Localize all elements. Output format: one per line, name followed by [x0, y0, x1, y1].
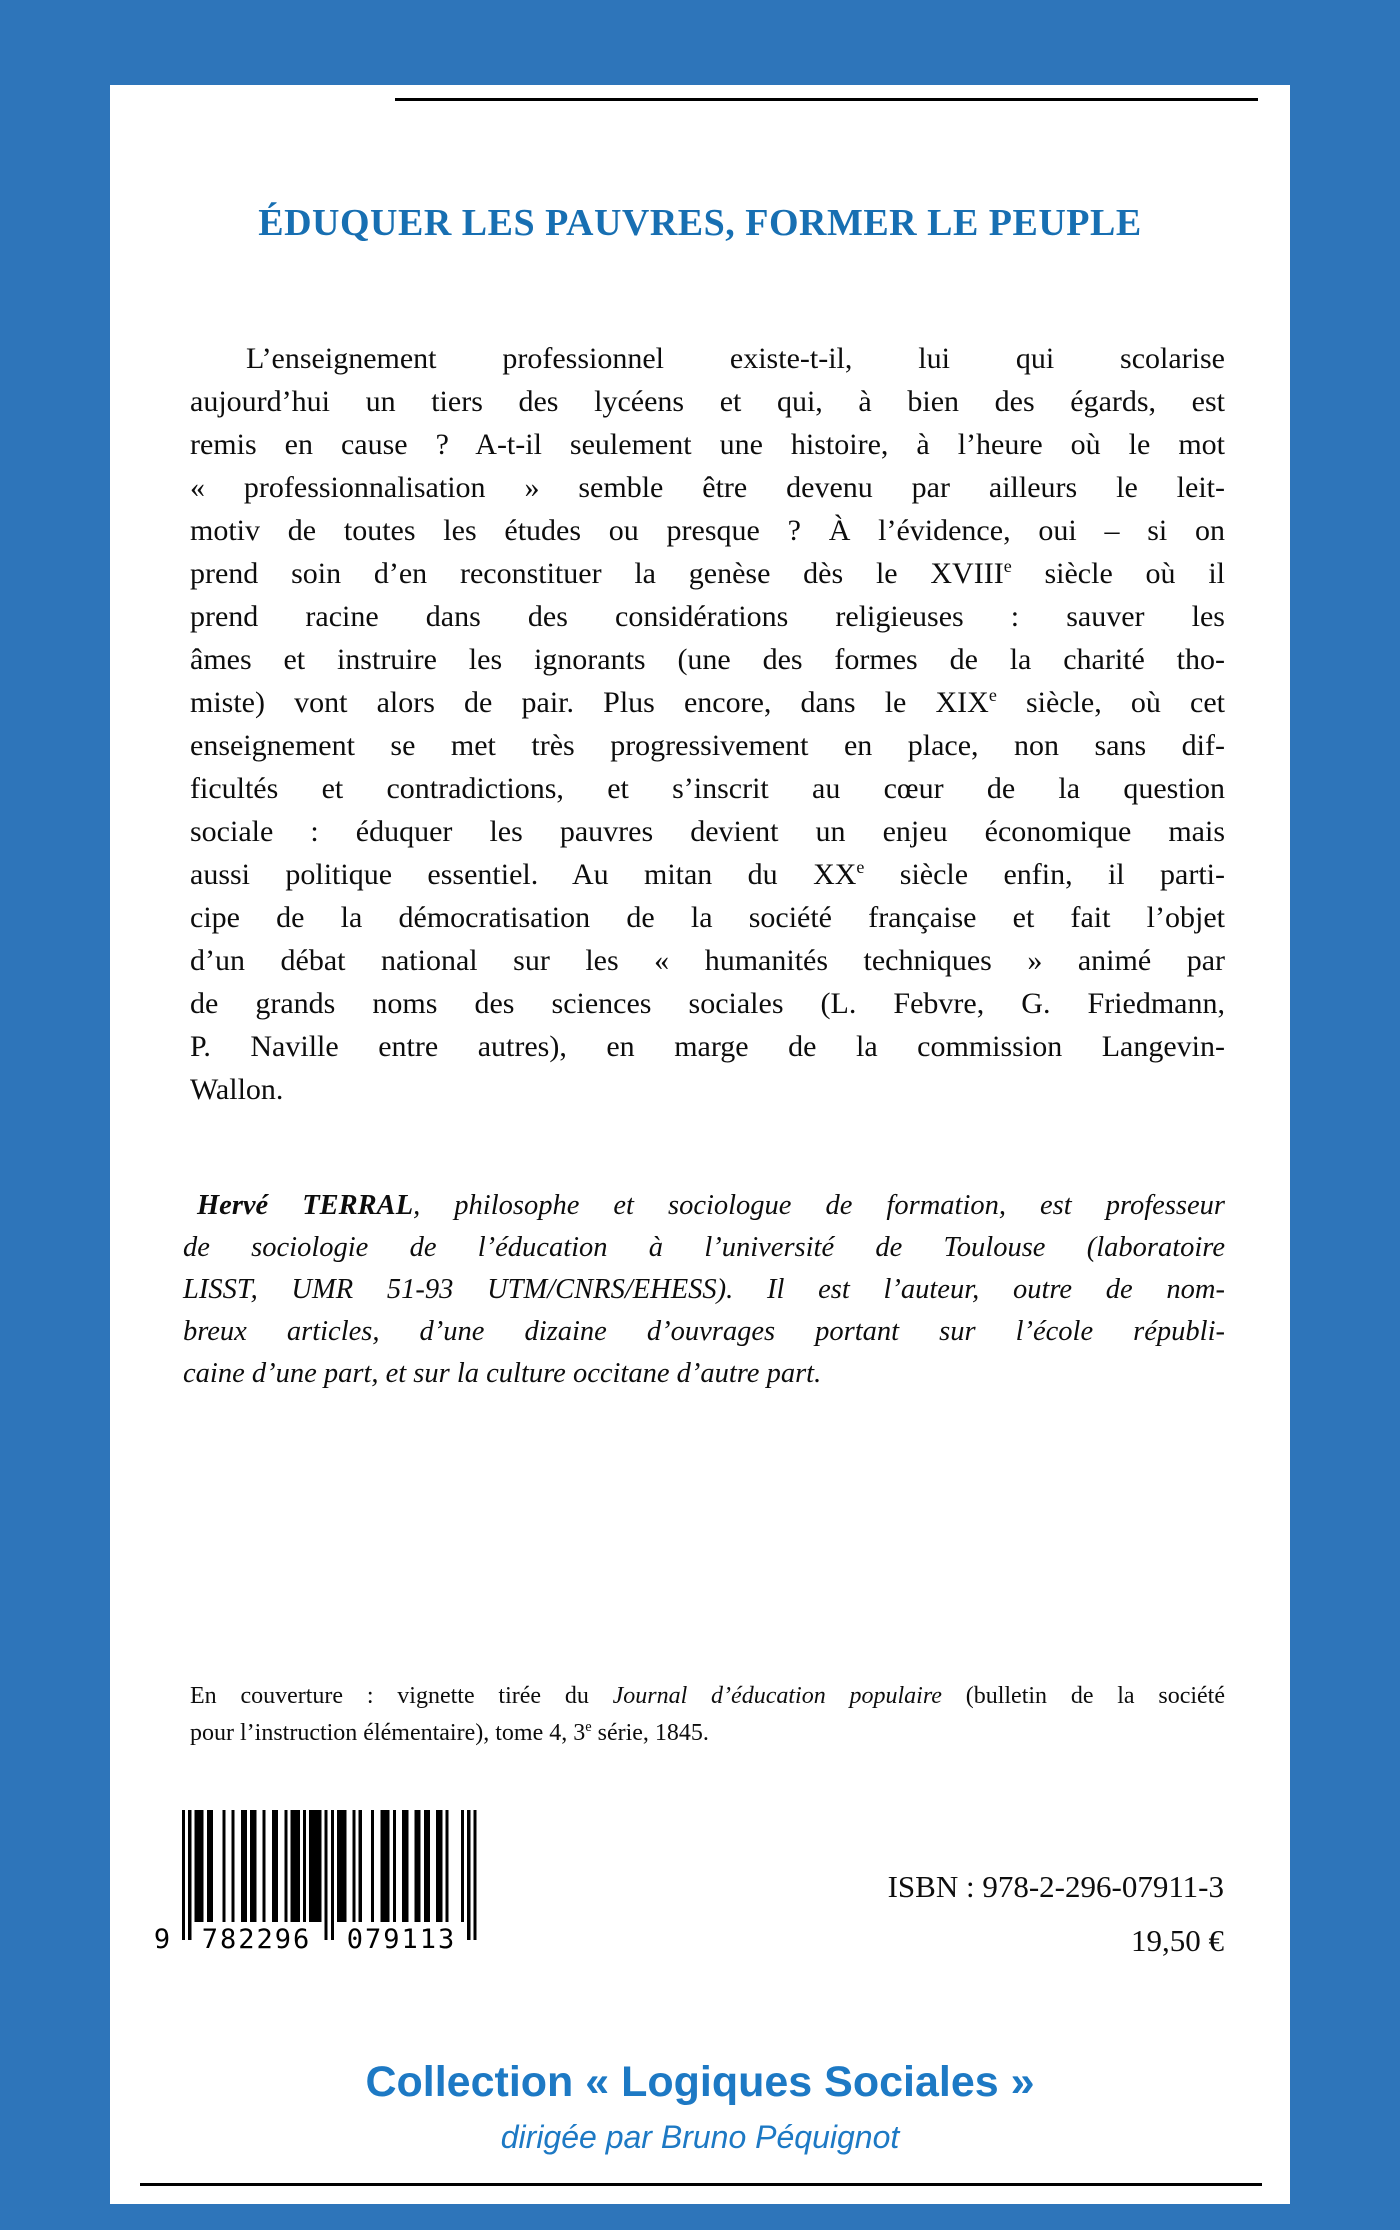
author-name: Hervé TERRAL	[197, 1190, 414, 1221]
text-line: aussi politique essentiel. Au mitan du XXe siècle enfin, il parti-	[190, 857, 1225, 891]
text-line: de sociologie de l’éducation à l’université de Toulouse (laboratoire	[183, 1232, 1225, 1263]
barcode	[148, 1810, 483, 1960]
barcode-digits-left: 782296	[193, 1924, 320, 1955]
text-line: LISST, UMR 51-93 UTM/CNRS/EHESS). Il est l’auteur, outre de nom-	[183, 1274, 1225, 1305]
text-line: ficultés et contradictions, et s’inscrit au cœur de la question	[190, 772, 1225, 805]
isbn-price-block	[888, 1860, 1224, 1968]
collection-block	[110, 2058, 1290, 2156]
text-line: motiv de toutes les études ou presque ? À l’évidence, oui – si on	[190, 514, 1225, 547]
bottom-rule	[140, 2183, 1262, 2186]
text-line: miste) vont alors de pair. Plus encore, dans le XIXe siècle, où cet	[190, 685, 1225, 719]
author-bio-text: , philosophe et sociologue de formation, est professeur	[413, 1190, 1225, 1221]
book-title: ÉDUQUER LES PAUVRES, FORMER LE PEUPLE	[258, 202, 1142, 244]
credit-line	[190, 1678, 1225, 1715]
collection-director: dirigée par Bruno Péquignot	[500, 2119, 900, 2155]
cover-page	[110, 85, 1290, 2204]
text-line: Wallon.	[190, 1073, 284, 1106]
text-line: remis en cause ? A-t-il seulement une histoire, à l’heure où le mot	[190, 428, 1225, 461]
text-line: aujourd’hui un tiers des lycéens et qui, à bien des égards, est	[190, 385, 1225, 418]
barcode-digits-right: 079113	[338, 1924, 465, 1955]
author-bio-first-line	[183, 1185, 1225, 1227]
top-rule	[395, 98, 1258, 101]
synopsis-paragraph	[190, 337, 1225, 1111]
barcode-digit-first: 9	[148, 1924, 178, 1955]
text-line: sociale : éduquer les pauvres devient un enjeu économique mais	[190, 815, 1225, 848]
text-line: cipe de la démocratisation de la société française et fait l’objet	[190, 901, 1225, 934]
text-line: breux articles, d’une dizaine d’ouvrages portant sur l’école républi-	[183, 1316, 1225, 1347]
author-bio	[183, 1185, 1225, 1395]
text-line: prend soin d’en reconstituer la genèse dès le XVIIIe siècle où il	[190, 556, 1225, 590]
text-line: de grands noms des sciences sociales (L. Febvre, G. Friedmann,	[190, 987, 1225, 1020]
isbn-number: ISBN : 978-2-296-07911-3	[887, 1869, 1224, 1904]
text-line: caine d’une part, et sur la culture occitane d’autre part.	[183, 1358, 822, 1389]
price: 19,50 €	[1131, 1923, 1224, 1958]
credit-text: En couverture : vignette tirée du	[190, 1683, 613, 1709]
text-line: P. Naville entre autres), en marge de la commission Langevin-	[190, 1030, 1225, 1063]
text-line: prend racine dans des considérations religieuses : sauver les	[190, 600, 1225, 633]
collection-title: Collection « Logiques Sociales »	[365, 2058, 1035, 2106]
text-line: enseignement se met très progressivement en place, non sans dif-	[190, 729, 1225, 762]
credit-journal-title: Journal d’éducation populaire	[612, 1683, 942, 1709]
credit-text: (bulletin de la société	[941, 1683, 1225, 1709]
text-line: L’enseignement professionnel existe-t-il, lui qui scolarise	[246, 342, 1225, 375]
barcode-svg	[148, 1810, 483, 1942]
cover-credit	[190, 1678, 1225, 1752]
credit-line: pour l’instruction élémentaire), tome 4, 3e série, 1845.	[190, 1719, 709, 1746]
text-line: âmes et instruire les ignorants (une des formes de la charité tho-	[190, 643, 1225, 676]
text-line: « professionnalisation » semble être devenu par ailleurs le leit-	[190, 471, 1225, 504]
text-line: d’un débat national sur les « humanités techniques » animé par	[190, 944, 1225, 977]
